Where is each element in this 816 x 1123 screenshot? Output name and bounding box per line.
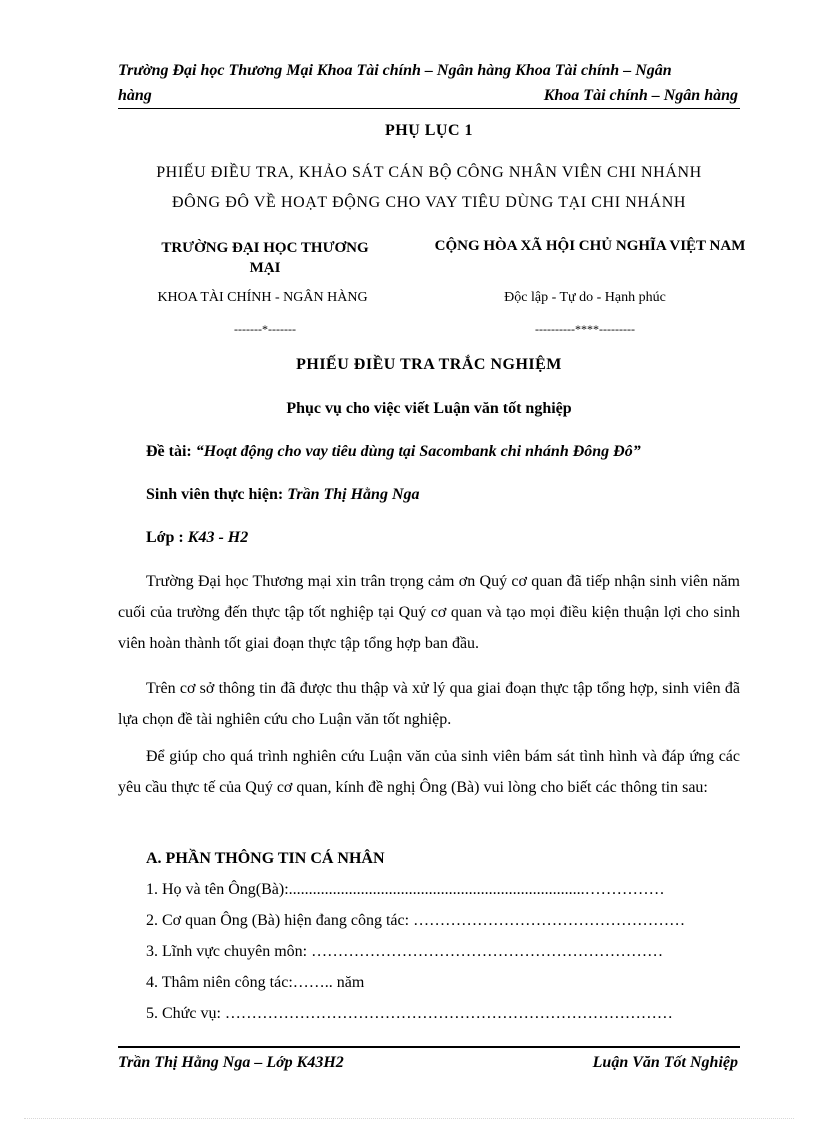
republic-name: CỘNG HÒA XÃ HỘI CHỦ NGHĨA VIỆT NAM: [434, 238, 746, 254]
class-line: [146, 529, 248, 547]
class-value: K43 - H2: [187, 529, 249, 546]
header-line-1: Trường Đại học Thương Mại Khoa Tài chính – Ngân hàng Khoa Tài chính – Ngân: [118, 62, 672, 79]
header-divider: [118, 108, 740, 109]
class-label: Lớp :: [146, 529, 184, 546]
appendix-title: PHỤ LỤC 1: [384, 122, 474, 139]
school-name: TRƯỜNG ĐẠI HỌC THƯƠNG MẠI: [161, 240, 369, 276]
left-divider: -------*-------: [234, 322, 296, 336]
page-bottom-dotted-border: [24, 1118, 794, 1119]
page-header: [118, 58, 738, 108]
right-divider: ----------****---------: [535, 322, 635, 336]
topic-value: “Hoạt động cho vay tiêu dùng tại Sacombank chi nhánh Đông Đô”: [195, 443, 641, 460]
intro-paragraph-3: Để giúp cho quá trình nghiên cứu Luận văn của sinh viên bám sát tình hình và đáp ứng các yêu cầu thực tế của Quý cơ quan, kính đề nghị Ông (Bà) vui lòng cho biết các thông tin sau:: [118, 748, 740, 796]
form-item-specialty: 3. Lĩnh vực chuyên môn: …………………………………………………………: [146, 943, 664, 960]
form-item-workplace: 2. Cơ quan Ông (Bà) hiện đang công tác: ……………………………………………: [146, 912, 686, 929]
form-item-position: 5. Chức vụ: …………………………………………………………………………: [146, 1005, 673, 1022]
intro-paragraph-2: Trên cơ sở thông tin đã được thu thập và xử lý qua giai đoạn thực tập tổng hợp, sinh viên đã lựa chọn đề tài nghiên cứu cho Luận văn tốt nghiệp.: [118, 680, 740, 728]
survey-heading-line-1: PHIẾU ĐIỀU TRA, KHẢO SÁT CÁN BỘ CÔNG NHÂN VIÊN CHI NHÁNH: [156, 164, 702, 181]
header-line-2-left: hàng: [118, 87, 152, 104]
footer-divider: [118, 1046, 740, 1048]
page-footer: [118, 1054, 738, 1072]
form-item-seniority: 4. Thâm niên công tác:…….. năm: [146, 974, 365, 991]
form-item-full-name: 1. Họ và tên Ông(Bà):..........................................................................……………: [146, 881, 665, 898]
header-line-2-right: Khoa Tài chính – Ngân hàng: [543, 87, 738, 104]
topic-label: Đề tài:: [146, 443, 192, 460]
section-a-title: A. PHẦN THÔNG TIN CÁ NHÂN: [146, 850, 385, 867]
student-value: Trần Thị Hằng Nga: [287, 486, 420, 503]
form-purpose: Phục vụ cho việc viết Luận văn tốt nghiệp: [286, 400, 572, 417]
form-title: PHIẾU ĐIỀU TRA TRẮC NGHIỆM: [296, 356, 562, 373]
faculty-name: KHOA TÀI CHÍNH - NGÂN HÀNG: [157, 290, 368, 305]
student-label: Sinh viên thực hiện:: [146, 486, 284, 503]
footer-doc-type: Luận Văn Tốt Nghiệp: [592, 1054, 738, 1071]
intro-paragraph-1: Trường Đại học Thương mại xin trân trọng cảm ơn Quý cơ quan đã tiếp nhận sinh viên năm cuối của trường đến thực tập tốt nghiệp tại Quý cơ quan và tạo mọi điều kiện thuận lợi cho sinh viên hoàn thành tốt giai đoạn thực tập tổng hợp ban đầu.: [118, 573, 740, 652]
survey-heading-line-2: ĐÔNG ĐÔ VỀ HOẠT ĐỘNG CHO VAY TIÊU DÙNG TẠI CHI NHÁNH: [171, 194, 687, 211]
footer-author: Trần Thị Hằng Nga – Lớp K43H2: [118, 1054, 344, 1071]
student-line: [146, 486, 420, 504]
topic-line: [146, 443, 641, 461]
national-motto: Độc lập - Tự do - Hạnh phúc: [504, 290, 666, 305]
